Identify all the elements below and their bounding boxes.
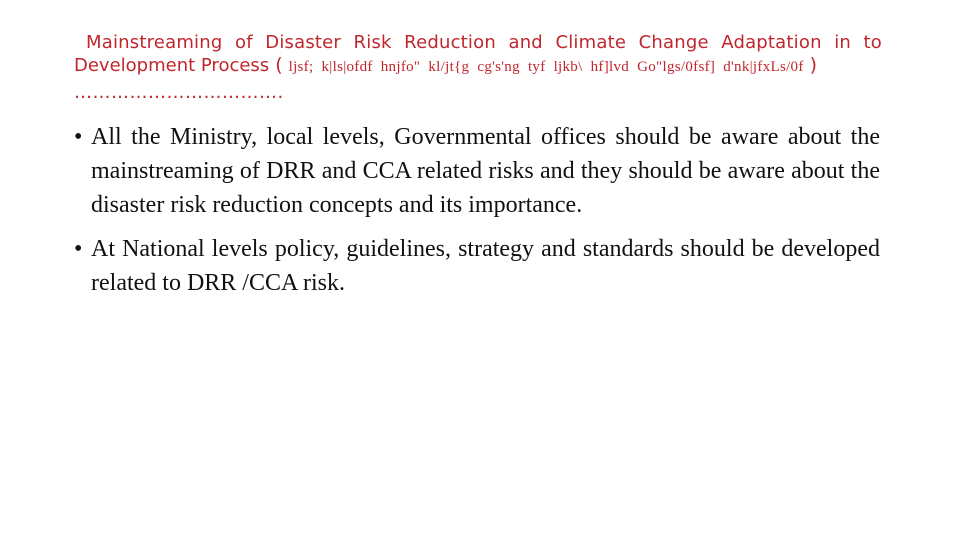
title-prefix: Development Process bbox=[74, 55, 270, 76]
title-line-2 bbox=[74, 54, 882, 78]
title-ellipsis: ……………………………. bbox=[74, 82, 284, 103]
slide-title bbox=[74, 32, 882, 106]
bullet-item bbox=[74, 232, 880, 300]
bullet-list bbox=[74, 120, 880, 310]
title-nepali-text: ljsf; k|ls|ofdf hnjfo" kl/jt{g cg's'ng tyf ljkb\ hf]lvd Go"lgs/0fsf] d'nk|jfxLs/0f bbox=[288, 59, 804, 75]
title-line-1: Mainstreaming of Disaster Risk Reduction and Climate Change Adaptation in to bbox=[86, 32, 882, 53]
bullet-marker: • bbox=[74, 124, 83, 150]
bullet-marker: • bbox=[74, 236, 83, 262]
title-paren-open: ( bbox=[275, 54, 283, 76]
bullet-text: All the Ministry, local levels, Governmental offices should be aware about the mainstreaming of DRR and CCA related risks and they should be aware about the disaster risk reduction concepts and its importance. bbox=[91, 124, 880, 218]
title-paren-close: ) bbox=[809, 54, 818, 76]
bullet-text: At National levels policy, guidelines, strategy and standards should be developed related to DRR /CCA risk. bbox=[91, 236, 880, 296]
bullet-item bbox=[74, 120, 880, 222]
